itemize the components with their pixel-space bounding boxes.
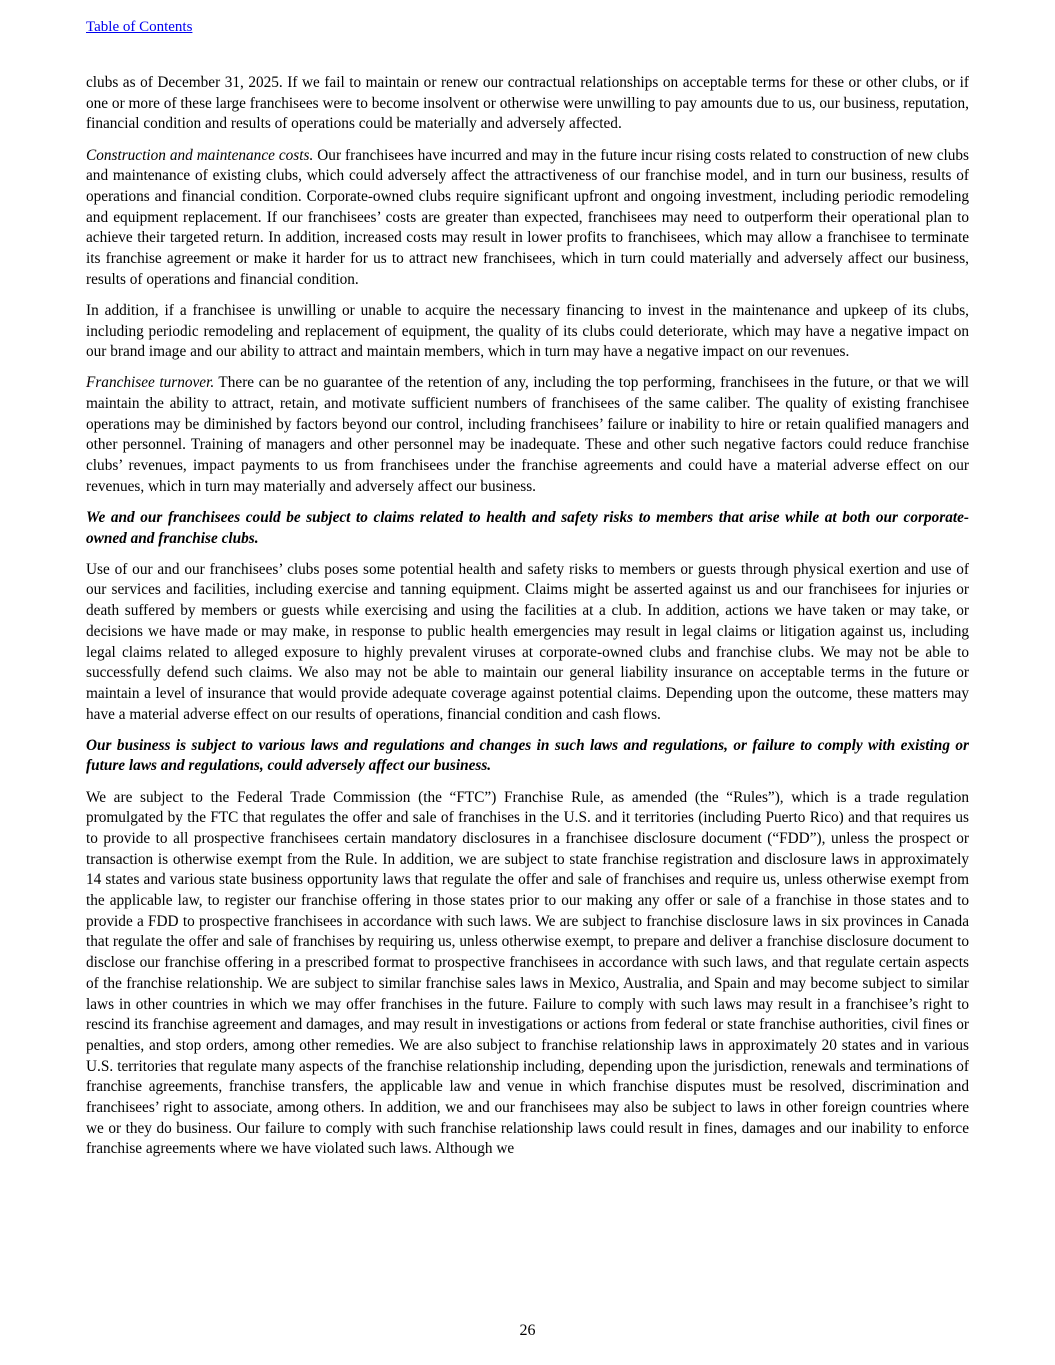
document-body: [86, 73, 969, 1171]
paragraph-text-franchisee-turnover: There can be no guarantee of the retention of any, including the top performing, franchisees in the future, or that we will maintain the ability to attract, retain, and motivate sufficient numbers of franchisees of the same caliber. The quality of existing franchisee operations may be diminished by factors beyond our control, including franchisees’ failure or inability to hire or retain qualified managers and other personnel. Training of managers and other personnel may be inadequate. These and other such negative factors could reduce franchise clubs’ revenues, impact payments to us from franchisees under the franchise agreements and could have a material adverse effect on our revenues, which in turn may materially and adversely affect our business.: [86, 374, 969, 495]
page-number: 26: [519, 1322, 536, 1339]
risk-heading-health-safety: We and our franchisees could be subject to claims related to health and safety risks to members that arise while at both our corporate-owned and franchise clubs.: [86, 508, 969, 547]
paragraph-franchisee-financing: In addition, if a franchisee is unwilling or unable to acquire the necessary financing to invest in the maintenance and upkeep of its clubs, including periodic remodeling and replacement of equipment, the quality of its clubs could deteriorate, which may have a negative impact on our brand image and our ability to attract and maintain members, which in turn may have a negative impact on our revenues.: [86, 301, 969, 361]
paragraph-franchisee-turnover: [86, 373, 969, 497]
paragraph-construction-costs: [86, 146, 969, 291]
paragraph-text-construction-costs: Our franchisees have incurred and may in the future incur rising costs related to construction of new clubs and maintenance of existing clubs, which could adversely affect the attractiveness of our franchise model, and in turn our business, results of operations and financial condition. Corporate-owned clubs require significant upfront and ongoing investment, including periodic remodeling and equipment replacement. If our franchisees’ costs are greater than expected, franchisees may need to outperform their operational plan to achieve their targeted return. In addition, increased costs may result in lower profits to franchisees, which may allow a franchisee to terminate its franchise agreement or make it harder for us to attract new franchisees, which in turn could materially and adversely affect our business, results of operations and financial condition.: [86, 146, 970, 288]
risk-heading-laws-regulations: Our business is subject to various laws and regulations and changes in such laws and regulations, or failure to comply with existing or future laws and regulations, could adversely affect our business.: [86, 736, 969, 775]
paragraph-continued-clubs: clubs as of December 31, 2025. If we fail to maintain or renew our contractual relationships on acceptable terms for these or other clubs, or if one or more of these large franchisees were to become insolvent or otherwise were unwilling to pay amounts due to us, our business, reputation, financial condition and results of operations could be materially and adversely affected.: [86, 74, 969, 133]
paragraph-laws-regulations: We are subject to the Federal Trade Commission (the “FTC”) Franchise Rule, as amended (the “Rules”), which is a trade regulation promulgated by the FTC that regulates the offer and sale of franchises in the U.S. and it territories (including Puerto Rico) and that requires us to provide to all prospective franchisees certain mandatory disclosures in a franchisee disclosure document (“FDD”), unless the prospect or transaction is otherwise exempt from the Rule. In addition, we are subject to state franchise registration and disclosure laws in approximately 14 states and various state business opportunity laws that regulate the offer and sale of franchises and require us, unless otherwise exempt from the applicable law, to register our franchise offering in those states prior to our making any offer or sale of a franchise in those states and to provide a FDD to prospective franchisees in accordance with such laws. We are subject to franchise disclosure laws in six provinces in Canada that regulate the offer and sale of franchises by requiring us, unless otherwise exempt, to prepare and deliver a franchise disclosure document to disclose our franchise offering in a prescribed format to prospective franchisees in accordance with such laws, and that regulate certain aspects of the franchise relationship. We are subject to similar franchise sales laws in Mexico, Australia, and Spain and may become subject to similar laws in other countries in which we may offer franchises in the future. Failure to comply with such laws may result in a franchisee’s right to rescind its franchise agreement and damages, and may result in investigations or actions from federal or state franchise authorities, civil fines or penalties, and stop orders, among other remedies. We are also subject to franchise relationship laws in approximately 20 states and in various U.S. territories that regulate many aspects of the franchise relationship including, depending upon the jurisdiction, renewals and terminations of franchise agreements, franchise transfers, the applicable law and venue in which franchise disputes must be resolved, discrimination and franchisees’ right to associate, among others. In addition, we and our franchisees may also be subject to laws in other foreign countries where we or they do business. Our failure to comply with such franchise relationship laws could result in fines, damages and our inability to enforce franchise agreements where we have violated such laws. Although we: [86, 788, 969, 1158]
paragraph-lead-construction-costs: Construction and maintenance costs.: [86, 146, 314, 164]
paragraph-health-safety: Use of our and our franchisees’ clubs poses some potential health and safety risks to members or guests through physical exertion and use of our services and facilities, including exercise and tanning equipment. Claims might be asserted against us and our franchisees for injuries or death suffered by members or guests while exercising and using the facilities at a club. In addition, actions we have taken or may take, or decisions we have made or may make, in response to public health emergencies may result in legal claims or litigation against us, including legal claims related to alleged exposure to highly prevalent viruses at corporate-owned clubs and franchise clubs. We may not be able to successfully defend such claims. We also may not be able to maintain our general liability insurance on acceptable terms in the future or maintain a level of insurance that would provide adequate coverage against potential claims. Depending upon the outcome, these matters may have a material adverse effect on our results of operations, financial condition and cash flows.: [86, 560, 969, 723]
table-of-contents-link[interactable]: Table of Contents: [86, 19, 193, 35]
paragraph-lead-franchisee-turnover: Franchisee turnover.: [86, 374, 215, 392]
